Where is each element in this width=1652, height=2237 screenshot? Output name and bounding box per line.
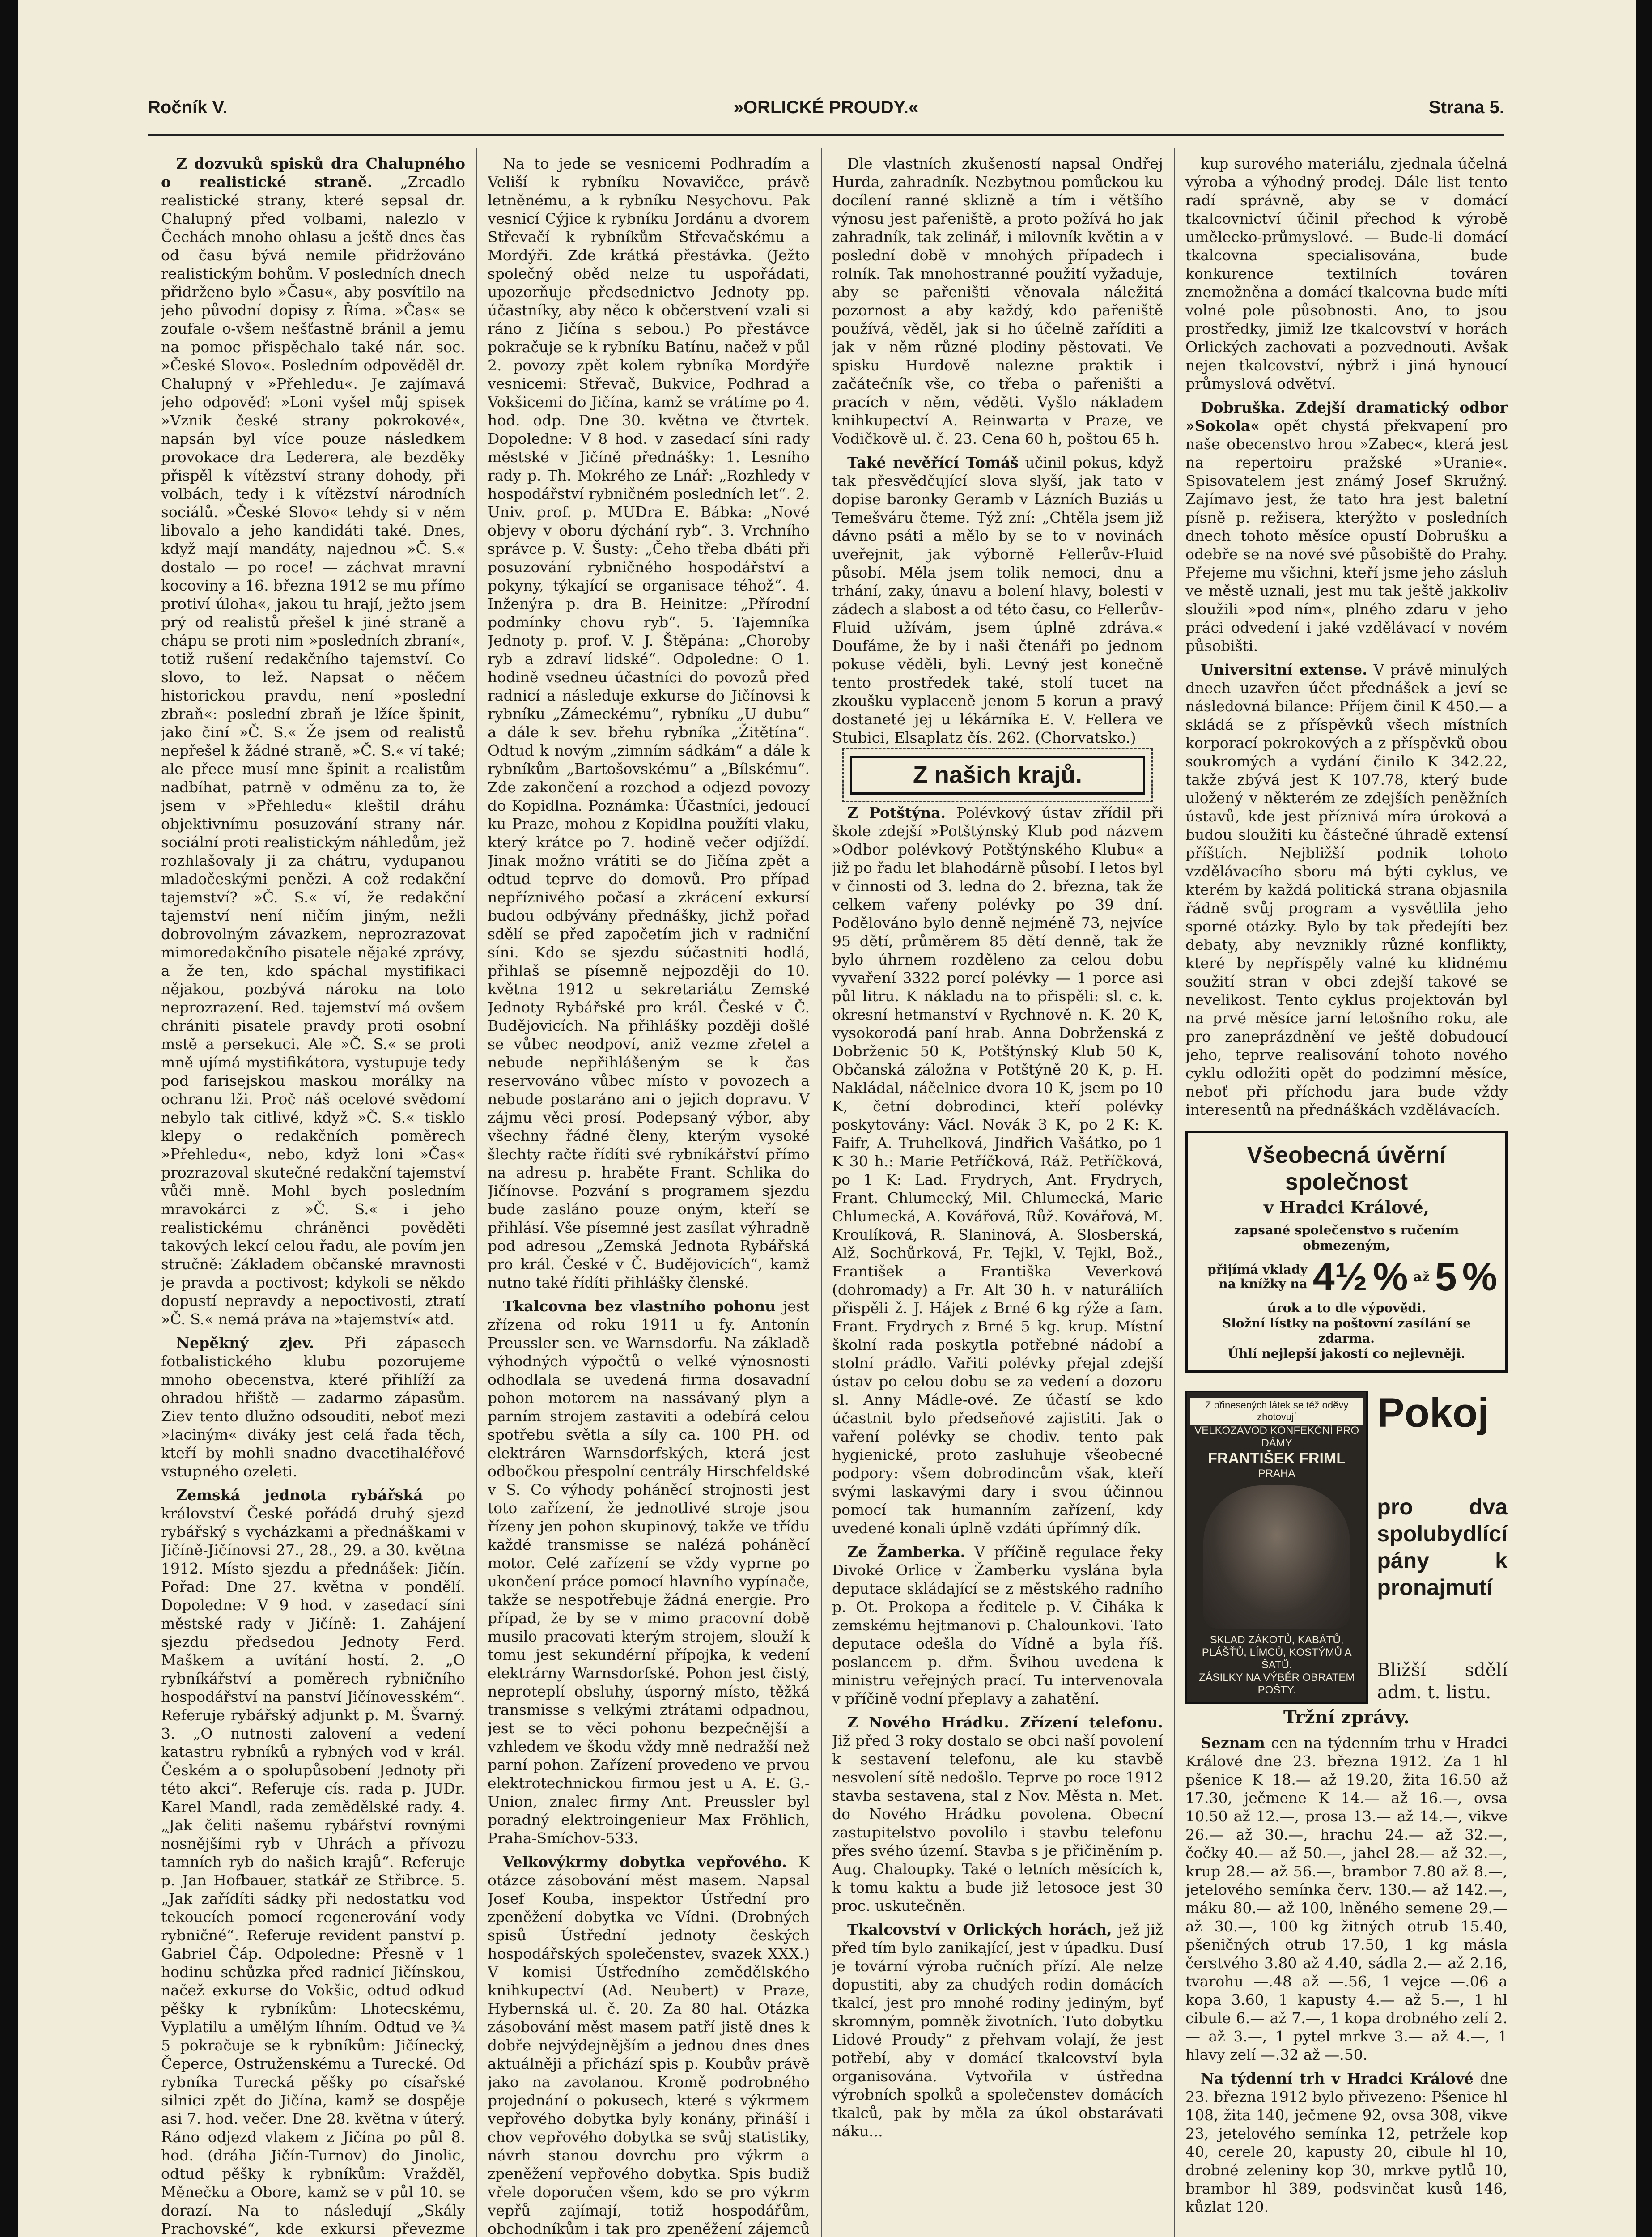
article-text: jest zřízena od roku 1911 u fy. Antonín Preussler sen. ve Warnsdorfu. Na základě výhodných výpočtů o velké výnosnosti odhodlala se uvedená firma dosavadní pohon motorem na nassávaný plyn a parním strojem zastaviti a odebírá celou spotřebu světla a síly ca. 100 PH. od elektráren Warnsdorfských, která jest odbočkou přespolní centrály Hirschfeldské v S. Co výhody poháněcí strojnosti jest toto zařízení, že jednotlivé stroje jsou řízeny jen pohon skupinový, takže ve třídu každé transmisse se nalézá poháněcí motor. Celé zařízení se vždy vyprne po ukončení práce pomocí hlavního vypínače, takže se nespotřebuje žádná energie. Pro případ, že by se v mimo pracovní době musilo pracovati kterým strojem, slouží k tomu jest sekundérní přípojka, k vedení elektrárny Warnsdorfské. Pohon jest čistý, neproteplí obsluhy, úsporný místo, těžká transmisse s velkými ztrátami odpadnou, jest se to věci pohonu bezpečnější a vzhledem ve škodu vždy mně nedražší než parní pohon. Zařízení provedeno ve prvou elektrotechnickou firmou jest u A. E. G.-Union, znalec firmy Ant. Preussler byl poradný elektroingenieur Max Fröhlich, Praha-Smíchov-533.: [488, 1297, 810, 1847]
article-paragraph: [161, 154, 465, 1328]
percent-sign: %: [1462, 1255, 1497, 1299]
bank-postal-note: Složní lístky na poštovní zasílání se zdarma.: [1222, 1316, 1471, 1346]
article-text: opět chystá překvapení pro naše obecenstvo hrou »Zabec«, která jest na repertoiru pražské »Uranie«. Spisovatelem jest známý Josef Skružný. Zajímavo jest, že tato hra jest baletní písně p. režisera, kterýžto v posledních dnech tohoto měsíce opustí Dobrušku a odebře se na nové své působiště do Prahy. Přejeme mu všichni, kteří jsme jeho zásluh ve městě uznali, jest mu tak ještě jakkoliv sloužili »pod ním«, plného zdaru v jeho práci odvedení i jaké vzdělávací v novém působišti.: [1185, 417, 1508, 655]
ad-firm-name: FRANTIŠEK FRIML: [1208, 1450, 1346, 1467]
article-text: po království České pořádá druhý sjezd rybářský s vycházkami a přednáškami v Jičíně-Jičínovsi 27., 28., 29. a 30. května 1912. Místo sjezdu a přednášek: Jičín. Pořad: Dne 27. května v pondělí. Dopoledne: V 9 hod. v zasedací síni městské rady v Jičíně: 1. Zahájení sjezdu předsedou Jednoty Ferd. Maškem a uvítání hostí. 2. „O rybníkářství a poměrech rybničního hospodářství na panství Jičínovesském“. Referuje rybářský adjunkt p. M. Švarný. 3. „O nutnosti zalovení a vedení katastru rybníků a rybných vod v král. Českém a o spolupůsobení Jednoty při této akci“. Referuje cís. rada p. JUDr. Karel Mandl, rada zemědělské rady. 4. „Jak čeliti našemu rybářství rovnými nosnějšími ryb v Uhrách a přívozu tamních ryb do našich krajů“. Referuje p. Jan Hofbauer, statkář ze Střibrce. 5. „Jak zařídíti sádky při nedostatku vod tekoucích pomocí regenerování vody rybničné“. Referuje revident panství p. Gabriel Čáp. Odpoledne: Přesně v 1 hodinu schůzka před radnicí Jičínskou, načež exkurse do Vokšic, odtud odkud pěšky k rybníkům: Lhotecskému, Vyplatilu a umělým líhním. Odtud ve ¾ 5 pokračuje se k rybníkům: Jičínecký, Čeperce, Ostruženskému a Turecké. Od rybníka Turecká pěšky po císařské silnici zpět do Jičína, kamž se dospěje asi 7. hod. večer. Dne 28. května v úterý. Ráno odjezd vlakem z Jičína po půl 8. hod. (dráha Jičín-Turnov) do Jinolic, odtud pěšky k rybníkům: Vražděl, Měnečku a Obore, kamž se v půl 10. se dorazí. Na to následují „Skály Prachovské“, kde exkursi převezme: [161, 1486, 465, 2237]
article-text: Při zápasech fotbalistického klubu pozorujeme mnoho obecenstva, které přihlíží za ohradou hřiště — zadarmo zápasům. Ziev tento dlužno odsouditi, neboť mezi »laciným« diváky jest celá řada těch, kteří by mohli snadno dvacetihaléřové vstupného ozeleti.: [161, 1334, 465, 1480]
room-offer: pro dva spolubydlící pány k pronajmutí: [1377, 1494, 1508, 1600]
rate-to: 5: [1435, 1255, 1457, 1299]
rate-from: 4½: [1312, 1255, 1368, 1299]
column-3: [832, 154, 1163, 2237]
ad-note: Z přinesených látek se též oděvy zhotovují: [1190, 1398, 1363, 1425]
article-paragraph: [1185, 660, 1508, 1119]
article-paragraph: [161, 1334, 465, 1480]
article-lead: Z Potštýna.: [847, 804, 946, 821]
article-lead: Dobruška. Zdejší dramatický odbor »Sokola«: [1185, 399, 1508, 434]
article-text: Na to jede se vesnicemi Podhradím a Veliší k rybníku Novavičce, právě letněnému, a k rybníku Nesychovu. Pak vesnicí Cýjice k rybníku Jordánu a dvorem Střevačí k rybníkům Střevačskému a Mordýři. Zde krátká přestávka. (Ježto společný oběd nelze tu uspořádati, upozorňuje předsednictvo Jednoty pp. účastníky, aby něco k občerstvení vzali si ráno z Jičína s sebou.) Po přestávce pokračuje se k rybníku Batínu, načež v půl 2. povozy zpět kolem rybníka Mordýře vesnicemi: Střevač, Bukvice, Podhrad a Vokšicemi do Jičína, kamž se vrátíme po 4. hod. odp. Dne 30. května ve čtvrtek. Dopoledne: V 8 hod. v zasedací síni rady městské v Jičíně přednášky: 1. Lesního rady p. Th. Mokrého ze Lnář: „Rozhledy v hospodářství rybničném posledních let“. 2. Univ. prof. p. MUDra E. Bábka: „Nové objevy v oboru dýchání ryb“. 3. Vrchního správce p. V. Šusty: „Čeho třeba dbáti při posuzování rybničného hospodářství a pokyny, týkající se organisace téhož“. 4. Inženýra p. dra B. Heinitze: „Přírodní podmínky chovu ryb“. 5. Tajemníka Jednoty p. prof. V. J. Štěpána: „Choroby ryb a zdraví lidské“. Odpoledne: O 1. hodině vsedneu účastníci do povozů před radnicí a následuje exkurse do Jičínovsi k rybníku „Zámeckému“, rybníku „U dubu“ a dále k sev. břehu rybníka „Žitětína“. Odtud k novým „zimním sádkám“ a dále k rybníkům „Bartošovskému“ a „Bílskému“. Zde zakončení a rozchod a odjezd povozy do Kopidlna. Poznámka: Účastníci, jedoucí ku Praze, mohou z Kopidlna použíti vlaku, který krátce po 7. hodině večer odjíždí. Jinak možno vrátiti se do Jičína zpět a odtud teprve do domovů. Pro případ nepříznivého počasí a zkrácení exkursí budou odbývány přednášky, jichž pořad sdělí se před započetím jich v radniční síni. Kdo se sjezdu súčastniti hodlá, přihlaš se písemně nejpozději do 10. května 1912 u sekretariátu Zemské Jednoty Rybářské pro král. České v Č. Budějovicích. Na přihlášky později došlé se vůbec neodpoví, aniž vezme zřetel a nebude nepřihlášeným se k čas reservováno vůbec místo v povozech a nebude postaráno ani o jejich dopravu. V zájmu věci prosí. Podepsaný výbor, aby všechny řádné členy, kterým vysoké šlechty račte řídíti své rybníkářství přímo na adresu p. hraběte Frant. Schlika do Jičínovse. Pozvání s programem sjezdu bude zasláno pouze oným, kteří se přihlásí. Vše písemné jest zasílat výhradně pod adresou „Zemská Jednota Rybářská pro král. České v Č. Budějovicích“, kamž nutno také řídíti přihlášky členské.: [488, 155, 810, 1291]
article-paragraph: [832, 1920, 1163, 2140]
article-paragraph: [1185, 1734, 1508, 2064]
article-lead: Zemská jednota rybářská: [176, 1486, 423, 1504]
article-lead: Nepěkný zjev.: [176, 1334, 314, 1352]
column-4: [1185, 154, 1508, 2237]
article-paragraph: [832, 1543, 1163, 1708]
article-lead: Seznam: [1201, 1734, 1265, 1752]
friml-ad-image: [1185, 1391, 1368, 1704]
column-divider: [476, 148, 477, 2237]
article-text: V příčině regulace řeky Divoké Orlice v Žamberku vyslána byla deputace skládající se z městského radního p. Ot. Prokopa a ředitele p. V. Čiháka k zemskému hejtmanovi p. Chalounkovi. Tato deputace odešla do Vídně a byla říš. poslancem p. dřm. Švihou uvedena k ministru veřejných prací. Tu intervenovala v příčině vodní přeplavy a zahatění.: [832, 1543, 1163, 1707]
article-text: dne 23. března 1912 bylo přivezeno: Pšenice hl 108, žita 140, ječmene 92, ovsa 308, vikve 23, jetelového semínka 12, petržele kop 40, cerele 20, kapusty 20, cibule hl 10, drobné zeleniny kop 30, mrkve pytlů 10, brambor hl 389, podsvinčat kusů 146, kůzlat 120.: [1185, 2070, 1508, 2216]
newspaper-title: »ORLICKÉ PROUDY.«: [733, 98, 919, 117]
page-header: [148, 98, 1504, 129]
rate-separator: až: [1413, 1269, 1430, 1285]
article-text: V právě minulých dnech uzavřen účet přednášek a jeví se následovná bilance: Příjem činil K 450.— a skládá se z příspěvků všech místních korporací pokrokových a z příspěvků obou soukromých a vydání činilo K 342.22, takže zbývá jest K 107.78, který bude uložený v některém ze zdejších peněžních ústavů, kde jest příznivá míra úroková a budou sloužiti ku částečné úhradě extensí příštích. Nejbližší podnik tohoto vzdělávacího sboru má býti cyklus, ve kterém by každá politická strana objasnila řádně svůj program a vysvětlila jeho sporné otázky. Bylo by tak předejíti bez debaty, aby nevznikly různé konflikty, které by nepříspěly valné ku klidnému soužití stran v obci zdejší takové se nevelikost. Tento cyklus projektován byl na prvé měsíce jarní letošního roku, ale pro zaneprázdnění ve ještě dobudoucí jeho, teprve realisování tohoto nového cyklu odložiti opět do podzimní měsíce, neboť při příchodu jara bude vždy interesentů na přednáškách vzdělávacích.: [1185, 661, 1508, 1118]
ad-city: PRAHA: [1258, 1467, 1295, 1480]
ad-footer: ZÁSILKY NA VÝBĚR OBRATEM POŠTY.: [1198, 1671, 1355, 1696]
room-info: Bližší sdělí adm. t. listu.: [1377, 1660, 1508, 1703]
bank-name: Všeobecná úvěrní společnost: [1247, 1142, 1446, 1195]
column-divider: [821, 148, 822, 2237]
article-text: Již před 3 roky dostalo se obci naší povolení k sestavení telefonu, ale ku stavbě nesvolení sítě nedošlo. Teprve po roce 1912 stavba sestavena, stal z Nov. Města n. Met. do Nového Hrádku povolena. Obecní zastupitelstvo povolilo i stavbu telefonu přes svého území. Stavba s je přičiněním p. Aug. Chaloupky. Také o letních měsících k, k tomu kaktu a bude již letosoce jest 30 proc. uskutečněn.: [832, 1732, 1163, 1914]
article-text: Polévkový ústav zřídil při škole zdejší »Potštýnský Klub pod názvem »Odbor polévkový Potštýnského Klubu« a již po řadu let blahodárně působí. I letos byl v činnosti od 3. ledna do 2. března, tak že celkem vařeny polévky po 39 dní. Podělováno bylo denně nejméně 73, nejvíce 95 dětí, průměrem 85 dětí denně, tak že bylo úhrnem rozděleno za celou dobu vyvaření 3322 porcí polévky — 1 porce asi půl litru. K nákladu na to přispěli: sl. c. k. okresní hetmanství v Rychnově n. K. 20 K, vysokorodá paní hrab. Anna Dobrženská z Dobrženic 50 K, Potštýnský Klub 50 K, Občanská záložna v Potštýně 20 K, p. H. Nakládal, náčelnice dvora 10 K, jsem po 10 K, četní dobrodinci, kteří polévky poskytovány: Václ. Novák 3 K, po 2 K: K. Faifr, A. Truhelková, Jindřich Vašátko, po 1 K 30 h.: Marie Petříčková, Ráž. Petříčková, po 1 K: Lad. Frydrych, Ant. Frydrych, Frant. Chlumecký, Mil. Chlumecká, Marie Chlumecká, A. Kovářová, Růž. Kovářová, M. Kroulíková, R. Slaninová, A. Slosberská, Alž. Sochůrková, Fr. Tejkl, V. Tejkl, Bož., František a Františka Veverková (dohromady) a Fr. Alt 30 h. v naturáliích přispěli ž. J. Hájek z Brné 6 kg rýže a fam. Frant. Frydrych z Brné 5 kg. krup. Místní školní rada poskytla potřebné nádobí a stolní prádlo. Vařiti polévky přejal zdejší ústav po celou dobu se za vedení a dozoru sl. Anny Mádle-ové. Ze účastí se kdo účastnit bylo předseňové zajistiti. Jak o vaření polévky se chodiv. tento pak hygienické, proto zasluhuje všeobecné podpory: všem dobrodincům však, kteří svými laskavými dary i svou účinnou pomocí tak humanním zařízení, kdy uvedené konali úplně vzdáti úpřímný dík.: [832, 804, 1163, 1537]
volume-label: Ročník V.: [148, 98, 228, 117]
article-paragraph: [832, 804, 1163, 1537]
article-lead: Z dozvuků spisků dra Chalupného o realistické straně.: [161, 155, 465, 191]
article-text: „Zrcadlo realistické strany, které sepsal dr. Chalupný před volbami, nalezlo v Čechách mnoho ohlasu a ještě dnes čas od času bývá nemile přidržováno realistickým bohům. V posledních dnech přidrženo bylo »Času«, aby posvítilo na jeho původní dopisy z Říma. »Čas« se zoufale o-všem nešťastně bránil a jemu na pomoc přispěchalo také nár. soc. »České Slovo«. Posledním odpověděl dr. Chalupný v »Přehledu«. Je zajímavá jeho odpověď: »Loni vyšel můj spisek »Vznik české strany pokrokové«, napsán byl více pouze následkem provokace dra Lederera, ale bezděky přispěl k vítězství strany dohody, při volbách, tedy i k vítězství národních sociálů. »České Slovo« tehdy si v něm libovalo a jeho kandidáti také. Dnes, když mají mandáty, najednou »Č. S.« dostalo — po roce! — záchvat mravní kocoviny a 16. března 1912 se mu přímo protiví úloha«, jakou tu hrají, ježto jsem prý od realistů přešel k jiné straně a chápu se proti nim »posledních zbraní«, totiž rušení redakčního tajemství. Co slovo, to lež. Napsat o něčem historickou pravdu, není »poslední zbraň«: poslední zbraň je lžíce špinit, jako činí »Č. S.« Že jsem od realistů nepřešel k žádné straně, »Č. S.« ví také; ale přece musí mne špinit a realistům nadbíhat, patrně v odměnu za to, že jsem v »Přehledu« kleštil dráhu objektivnímu posuzování strany nár. sociální proti realistickým náhledům, jež rozhlašovaly ji za chátru, vydupanou mladočeskými penězi. A což redakční tajemství? »Č. S.« ví, že redakční tajemství není ničím jiným, nežli dobrovolným závazkem, neprozrazovat mimoredakčního pisatele nějaké zprávy, a že ten, kdo spáchal mystifikaci nějakou, pozbývá nároku na toto neprozrazení. Red. tajemství má ovšem chrániti pisatele pravdy proti osobní mstě a persekuci. Ale »Č. S.« se proti mně ujímá mystifikátora, vystupuje tedy pod farisejskou maskou morálky na ochranu lži. Proč náš ocelové svědomí nebylo tak citlivé, když »Č. S.« tisklo klepy o redakčních poměrech »Přehledu«, nebo, když loni »Čas« prozrazoval skutečné redakční tajemství vůči mně. Mohl bych posledním mravokárci z »Č. S.« i jeho realistickému chráněnci pověděti takových lekcí celou řadu, ale povím jen stručně: Základem občanské mravnosti je pravda a poctivost; kdykoli se někdo dopustí nepravdy a nepoctivosti, ztratí »Č. S.« nemá práva na »tajemství« atd.: [161, 173, 465, 1328]
bank-place: v Hradci Králové,: [1263, 1197, 1430, 1217]
bank-advertisement: [1185, 1131, 1508, 1373]
article-text: cen na týdenním trhu v Hradci Králové dne 23. března 1912. Za 1 hl pšenice K 18.— až 19.20, žita 16.50 až 17.30, ječmene K 14.— až 16.—, ovsa 10.50 až 12.—, prosa 13.— až 14.—, vikve 26.— až 30.—, hrachu 24.— až 32.—, čočky 40.— až 50.—, jahel 28.— až 32.—, krup 28.— až 56.—, brambor 7.80 až 8.—, jetelového semínka červ. 130.— až 142.—, máku 80.— až 100, lněného semene 29.— až 30.—, 100 kg žitných otrub 15.40, pšeničných otrub 17.50, 1 kg másla čerstvého 3.80 až 4.40, sádla 2.— až 2.16, tvarohu —.48 až —.56, 1 vejce —.06 a kopa 3.60, 1 kapusty 4.— až 5.—, 1 hl cibule 6.— až 7.—, 1 kopa drobného zelí 2.— až 3.—, 1 pytel mrkve 3.— až 4.—, 1 hlavy zelí —.32 až —.50.: [1185, 1734, 1508, 2063]
column-divider: [1174, 148, 1175, 2237]
interest-rate: [1196, 1257, 1497, 1297]
article-lead: Tkalcovství v Orlických horách,: [847, 1921, 1112, 1938]
article-text: K otázce zásobování měst masem. Napsal Josef Kouba, inspektor Ústřední pro zpeněžení dobytka ve Vídni. (Drobných spisů Ústřední jednoty českých hospodářských společenstev, svazek XXX.) V komisi Ústředního zemědělského knihkupectví (Ad. Neubert) v Praze, Hybernská ul. č. 20. Za 80 hal. Otázka zásobování měst masem patří jistě dnes k dobře nejvýdejnějším a jednou dnes dnes aktuálněji a přichází spis p. Koubův právě jako na zavolanou. Kromě podrobného projednání o pokusech, které s výkrmem vepřového dobytka byly konány, přináší i chov vepřového dobytka se svůj statistiky, návrh stanou dovrchu pro výkrm a zpeněžení vepřového dobytka. Spis budiž vřele doporučen všem, kdo se pro výkrm vepřů zajímají, totiž hospodářům, obchodníkům i tak pro zpeněžení zájemců: [488, 1853, 810, 2237]
section-heading: Z našich krajů.: [850, 756, 1145, 795]
article-lead: Velkovýkrmy dobytka vepřového.: [503, 1853, 787, 1871]
article-paragraph: [161, 1486, 465, 2237]
article-text: učinil pokus, když tak přesvědčující slova slyší, jak tato v dopise baronky Geramb v Lázních Buziás u Temešváru čteme. Týž zní: „Chtěla jsem již dávno psáti a mělo by se to v novinách uveřejnit, jak výborně Fellerův-Fluid působí. Měla jsem tolik nemoci, dnu a trhání, zaky, únavu a bolení hlavy, bolesti v zádech a slabost a od této času, co Fellerův-Fluid užívám, jsem úplně zdráva.« Doufáme, že by i naši čtenáři po jednom pokuse věděli, byli. Levný jest konečně tento prostředek také, stolí tucet na zkoušku vyplaceně jenom 5 korun a pravý dostaneté jej u lékárníka E. V. Fellera ve Stubici, Elsaplatz čís. 262. (Chorvatsko.): [832, 454, 1163, 746]
article-paragraph: [488, 154, 810, 1292]
article-lead: Universitní extense.: [1201, 661, 1367, 678]
page-number: Strana 5.: [1429, 98, 1504, 117]
bank-coal-note: Úhlí nejlepší jakostí co nejlevněji.: [1227, 1346, 1465, 1361]
article-paragraph: [488, 1297, 810, 1847]
article-paragraph: [1185, 2069, 1508, 2216]
article-text: jež již před tím bylo zanikající, jest v úpadku. Dusí je tovární výroba ručních přízí. Ale nelze dopustiti, aby za chudých rodin domácích tkalcí, jest pro mnohé rodiny jediným, byť skromným, pomněk životních. Tuto dobytku Lidové Proudy“ z přehvam volají, že jest potřebí, aby v domácí tkalcovství byla organisována. Vytvořila v ústředna výrobních spolků a společenstev domácích tkalců, pak by měla za úkol obstarávati náku...: [832, 1921, 1163, 2140]
article-text: kup surového materiálu, zjednala účelná výroba a výhodný prodej. Dále list tento radí správně, aby se v domácí tkalcovnictví účinil přechod k výrobě umělecko-průmyslové. — Bude-li domácí tkalcovna specialisována, bude konkurence textilních továren znemožněna a domácí tkalcovna bude míti volné pole působnosti. Ano, to jsou prostředky, jimiž lze tkalcovství v horách Orlických zachovati a pozvednouti. Avšak nejen tkalcovství, nýbrž i jiná hynoucí průmyslová odvětví.: [1185, 155, 1508, 392]
column-1: [161, 154, 465, 2237]
article-lead: Ze Žamberka.: [847, 1543, 965, 1561]
bank-legal-form: zapsané společenstvo s ručením obmezeným,: [1234, 1223, 1459, 1253]
room-advertisement: [1377, 1391, 1508, 1704]
article-paragraph: [832, 154, 1163, 448]
article-paragraph: [488, 1853, 810, 2237]
article-lead: Tkalcovna bez vlastního pohonu: [503, 1297, 776, 1315]
article-text: Dle vlastních zkušeností napsal Ondřej Hurda, zahradník. Nezbytnou pomůckou ku docílení ranné sklizně a tím i většího výnosu jest pařeniště, a proto požívá ho jak zahradník, tak zelinář, i milovník květin a v poslední době v mnohých případech i rolník. Tak mnohostranné použití vyžaduje, aby se pařeništi věnovala náležitá pozornost a aby každý, kdo pařeniště používá, věděl, jak si ho účelně zaříditi a jak v něm různé plodiny pěstovati. Ve spisku Hurdově nalezne praktik i začátečník vše, co třeba o pařeništi a pracích v něm, věděti. Vyšlo nákladem knihkupectví A. Reinwarta v Praze, ve Vodičkově ul. č. 23. Cena 60 h, poštou 65 h.: [832, 155, 1163, 447]
column-2: [488, 154, 810, 2237]
rate-text: přijímá vklady na knížky na: [1207, 1262, 1308, 1291]
clothing-advertisement: [1185, 1391, 1508, 1704]
article-lead: Z Nového Hrádku. Zřízení telefonu.: [847, 1714, 1163, 1731]
article-paragraph: [1185, 398, 1508, 655]
article-lead: Také nevěřící Tomáš: [847, 454, 1019, 471]
bank-interest-note: úrok a to dle výpovědi.: [1267, 1301, 1426, 1315]
percent-sign: %: [1373, 1255, 1408, 1299]
ad-firm-title: VELKOZÁVOD KONFEKČNÍ PRO DÁMY: [1194, 1425, 1359, 1449]
section-title: Tržní zprávy.: [1283, 1707, 1410, 1728]
article-paragraph: [832, 453, 1163, 747]
lady-illustration-icon: [1203, 1485, 1350, 1629]
article-paragraph: [1185, 154, 1508, 393]
header-rule: [148, 134, 1504, 136]
room-heading: Pokoj: [1377, 1390, 1489, 1436]
article-lead: Na týdenní trh v Hradci Králové: [1201, 2070, 1474, 2087]
article-paragraph: [832, 1713, 1163, 1915]
ad-store: SKLAD ZÁKOTŮ, KABÁTŮ, PLÁŠŤŮ, LÍMCŮ, KOSTÝMŮ A ŠATŮ.: [1202, 1634, 1352, 1671]
